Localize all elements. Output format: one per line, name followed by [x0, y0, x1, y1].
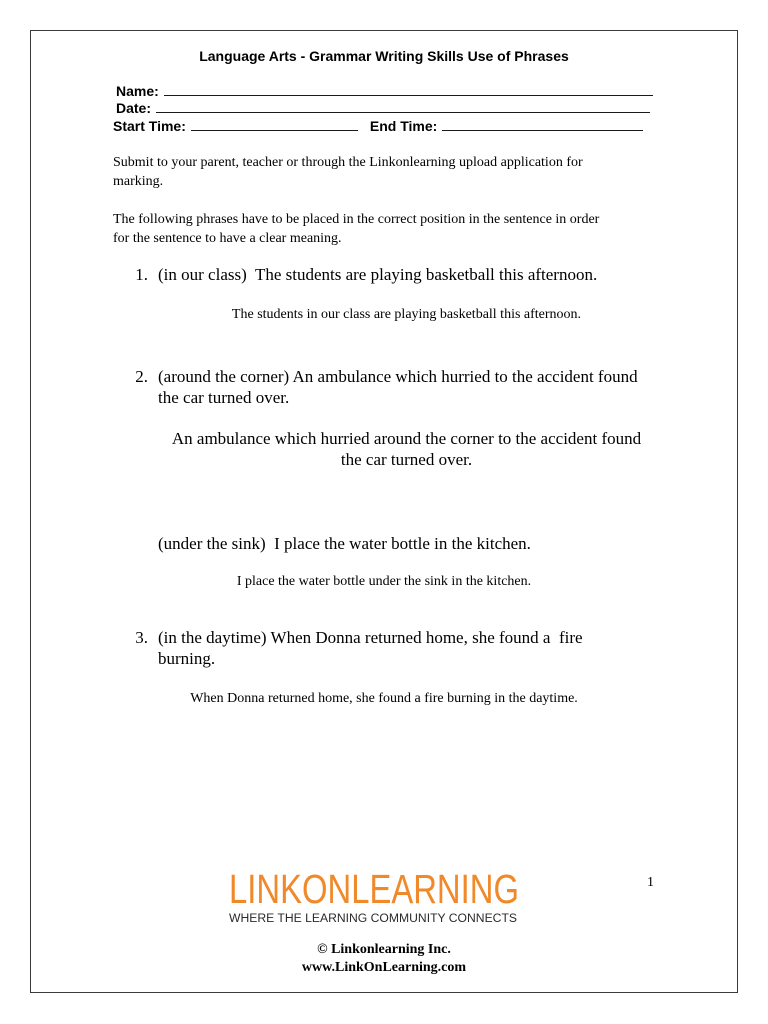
question-number: 2.	[135, 367, 148, 386]
question-2	[118, 366, 638, 408]
answer-line: I place the water bottle under the sink in the kitchen.	[236, 574, 532, 589]
end-time-label: End Time:	[369, 118, 438, 134]
task-line: for the sentence to have a clear meaning.	[113, 231, 342, 246]
logo-tagline: WHERE THE LEARNING COMMUNITY CONNECTS	[229, 913, 518, 925]
question-text	[158, 533, 531, 554]
answer-2	[158, 428, 655, 470]
website-url: www.LinkOnLearning.com	[301, 960, 467, 975]
task-instructions	[113, 210, 599, 248]
answer-line: The students in our class are playing basketball this afternoon.	[231, 307, 582, 322]
start-time-blank-line	[191, 118, 358, 131]
linkonlearning-logo	[0, 860, 768, 930]
name-field	[116, 83, 653, 100]
copyright-notice: © Linkonlearning Inc.	[317, 942, 451, 957]
answer-3	[113, 689, 655, 708]
start-time-label: Start Time:	[113, 118, 186, 134]
answer-line: the car turned over.	[340, 450, 473, 469]
question-line: (in the daytime) When Donna returned home, she found a fire	[158, 628, 583, 647]
worksheet-title: Language Arts - Grammar Writing Skills Use of Phrases	[199, 48, 569, 64]
name-blank-line	[164, 83, 653, 96]
question-line: (under the sink) I place the water bottle in the kitchen.	[158, 534, 531, 553]
time-fields	[113, 118, 643, 135]
question-line: the car turned over.	[158, 388, 290, 407]
question-text	[158, 366, 638, 408]
answer-unnumbered	[113, 572, 655, 591]
submit-line: marking.	[113, 174, 164, 189]
question-3	[118, 627, 583, 669]
question-line: (in our class) The students are playing basketball this afternoon.	[158, 265, 598, 284]
name-label: Name:	[116, 83, 159, 99]
logo-wordmark: LINKONLEARNING	[229, 866, 519, 912]
task-line: The following phrases have to be placed in the correct position in the sentence in order	[113, 212, 600, 227]
question-number: 3.	[135, 628, 148, 647]
page-number: 1	[647, 875, 654, 890]
question-text	[158, 627, 583, 669]
question-number: 1.	[135, 265, 148, 284]
answer-line: When Donna returned home, she found a fire burning in the daytime.	[190, 691, 578, 706]
submit-line: Submit to your parent, teacher or through the Linkonlearning upload application for	[113, 155, 583, 170]
question-line: burning.	[158, 649, 216, 668]
date-label: Date:	[116, 100, 152, 116]
question-text	[158, 264, 597, 285]
question-line: (around the corner) An ambulance which hurried to the accident found	[158, 367, 638, 386]
question-1	[118, 264, 597, 285]
end-time-blank-line	[442, 118, 643, 131]
answer-1	[158, 305, 655, 324]
answer-line: An ambulance which hurried around the corner to the accident found	[171, 429, 642, 448]
submit-instructions	[113, 153, 583, 191]
question-unnumbered	[118, 533, 531, 554]
date-blank-line	[156, 100, 650, 113]
date-field	[116, 100, 650, 117]
